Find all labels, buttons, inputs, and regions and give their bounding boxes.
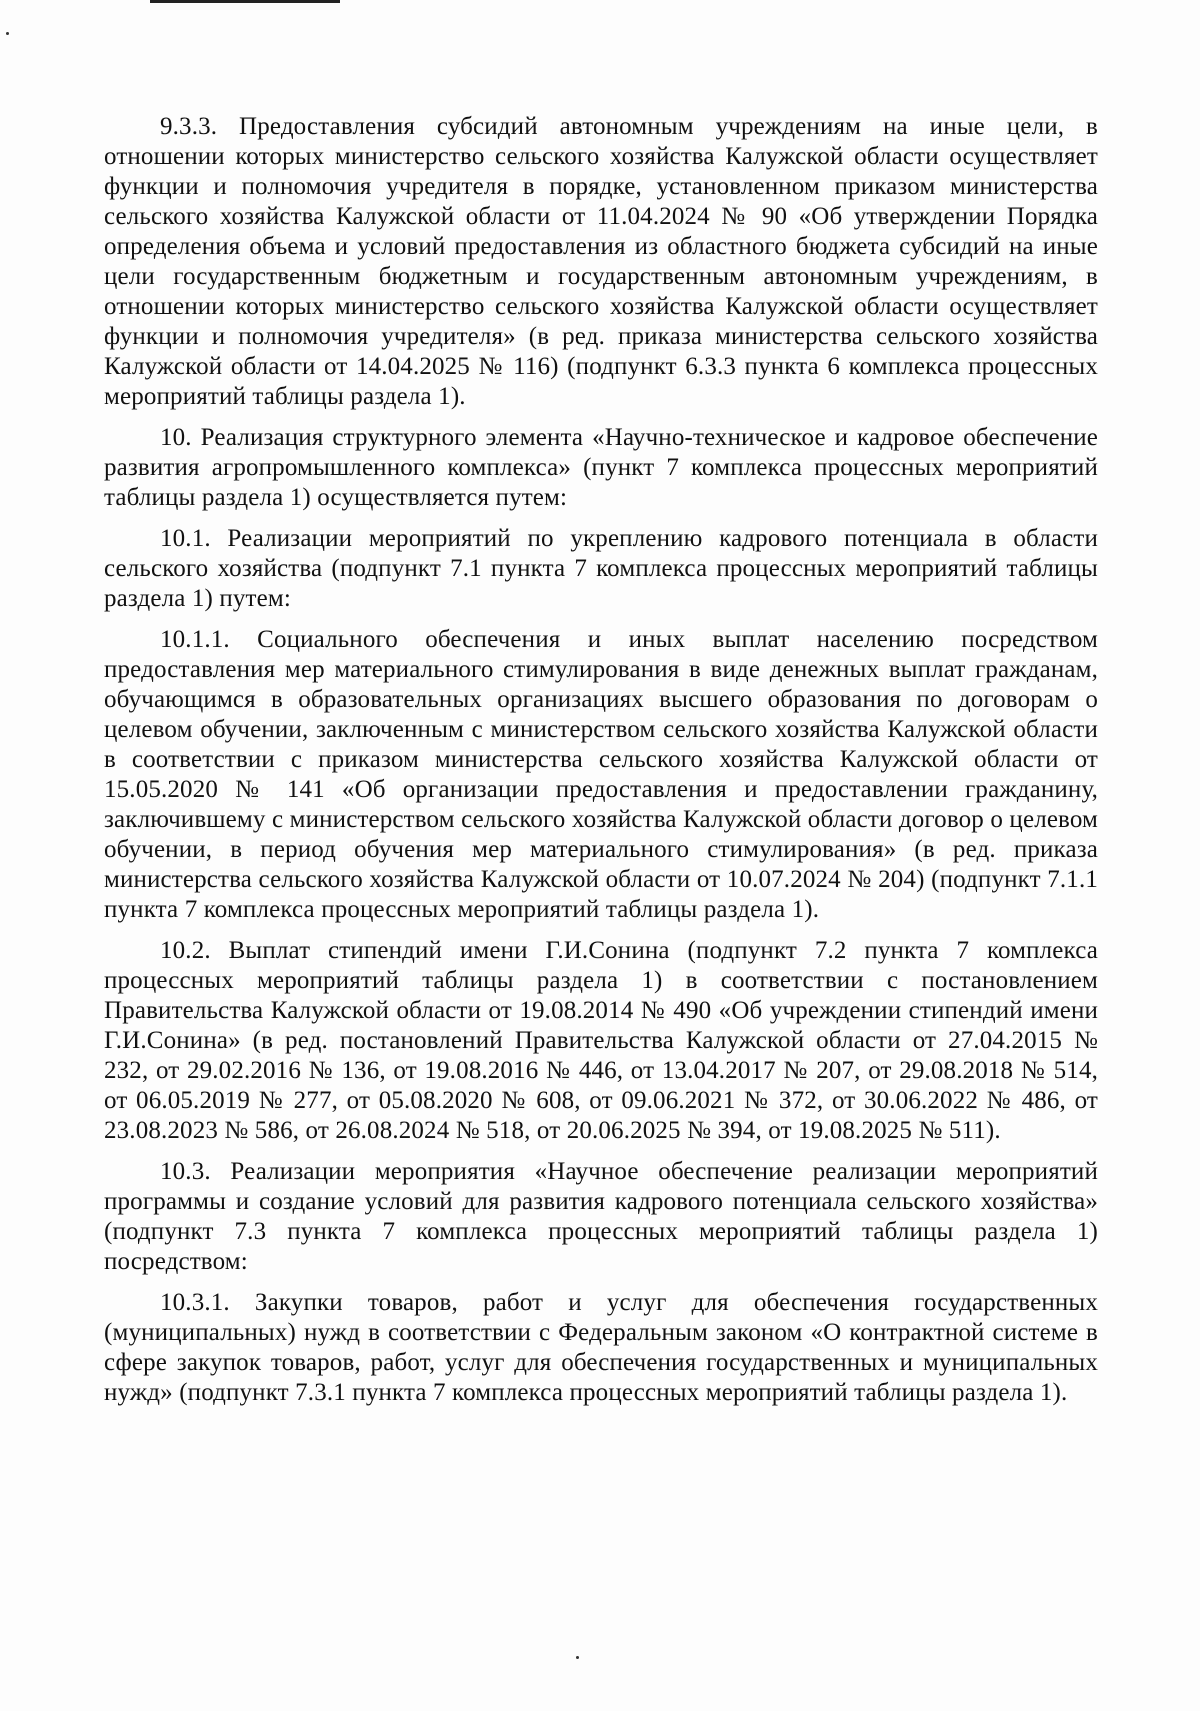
document-body: [104, 112, 1098, 1419]
scan-speck: [576, 1656, 579, 1659]
paragraph-10-1-1: 10.1.1. Социального обеспечения и иных выплат населению посредством предоставления мер материального стимулирования в виде денежных выплат гражданам, обучающимся в образовательных организациях высшего образования по договорам о целевом обучении, заключенным с министерством сельского хозяйства Калужской области в соответствии с приказом министерства сельского хозяйства Калужской области от 15.05.2020 № 141 «Об организации предоставления и предоставлении гражданину, заключившему с министерством сельского хозяйства Калужской области договор о целевом обучении, в период обучения мер материального стимулирования» (в ред. приказа министерства сельского хозяйства Калужской области от 10.07.2024 № 204) (подпункт 7.1.1 пункта 7 комплекса процессных мероприятий таблицы раздела 1).: [104, 626, 1098, 923]
top-rule: [150, 0, 340, 3]
paragraph-10-1: 10.1. Реализации мероприятий по укреплению кадрового потенциала в области сельского хозяйства (подпункт 7.1 пункта 7 комплекса процессных мероприятий таблицы раздела 1) путем:: [104, 525, 1098, 612]
paragraph-10-2: 10.2. Выплат стипендий имени Г.И.Сонина (подпункт 7.2 пункта 7 комплекса процессных мероприятий таблицы раздела 1) в соответствии с постановлением Правительства Калужской области от 19.08.2014 № 490 «Об учреждении стипендий имени Г.И.Сонина» (в ред. постановлений Правительства Калужской области от 27.04.2015 № 232, от 29.02.2016 № 136, от 19.08.2016 № 446, от 13.04.2017 № 207, от 29.08.2018 № 514, от 06.05.2019 № 277, от 05.08.2020 № 608, от 09.06.2021 № 372, от 30.06.2022 № 486, от 23.08.2023 № 586, от 26.08.2024 № 518, от 20.06.2025 № 394, от 19.08.2025 № 511).: [104, 937, 1098, 1144]
scan-speck: [6, 32, 9, 35]
paragraph-10-3-1: 10.3.1. Закупки товаров, работ и услуг для обеспечения государственных (муниципальных) нужд в соответствии с Федеральным законом «О контрактной системе в сфере закупок товаров, работ, услуг для обеспечения государственных и муниципальных нужд» (подпункт 7.3.1 пункта 7 комплекса процессных мероприятий таблицы раздела 1).: [104, 1289, 1098, 1406]
paragraph-10: 10. Реализация структурного элемента «Научно-техническое и кадровое обеспечение развития агропромышленного комплекса» (пункт 7 комплекса процессных мероприятий таблицы раздела 1) осуществляется путем:: [104, 424, 1098, 511]
paragraph-10-3: 10.3. Реализации мероприятия «Научное обеспечение реализации мероприятий программы и создание условий для развития кадрового потенциала сельского хозяйства» (подпункт 7.3 пункта 7 комплекса процессных мероприятий таблицы раздела 1) посредством:: [104, 1158, 1098, 1275]
paragraph-9-3-3: 9.3.3. Предоставления субсидий автономным учреждениям на иные цели, в отношении которых министерство сельского хозяйства Калужской области осуществляет функции и полномочия учредителя в порядке, установленном приказом министерства сельского хозяйства Калужской области от 11.04.2024 № 90 «Об утверждении Порядка определения объема и условий предоставления из областного бюджета субсидий на иные цели государственным бюджетным и государственным автономным учреждениям, в отношении которых министерство сельского хозяйства Калужской области осуществляет функции и полномочия учредителя» (в ред. приказа министерства сельского хозяйства Калужской области от 14.04.2025 № 116) (подпункт 6.3.3 пункта 6 комплекса процессных мероприятий таблицы раздела 1).: [104, 113, 1098, 410]
